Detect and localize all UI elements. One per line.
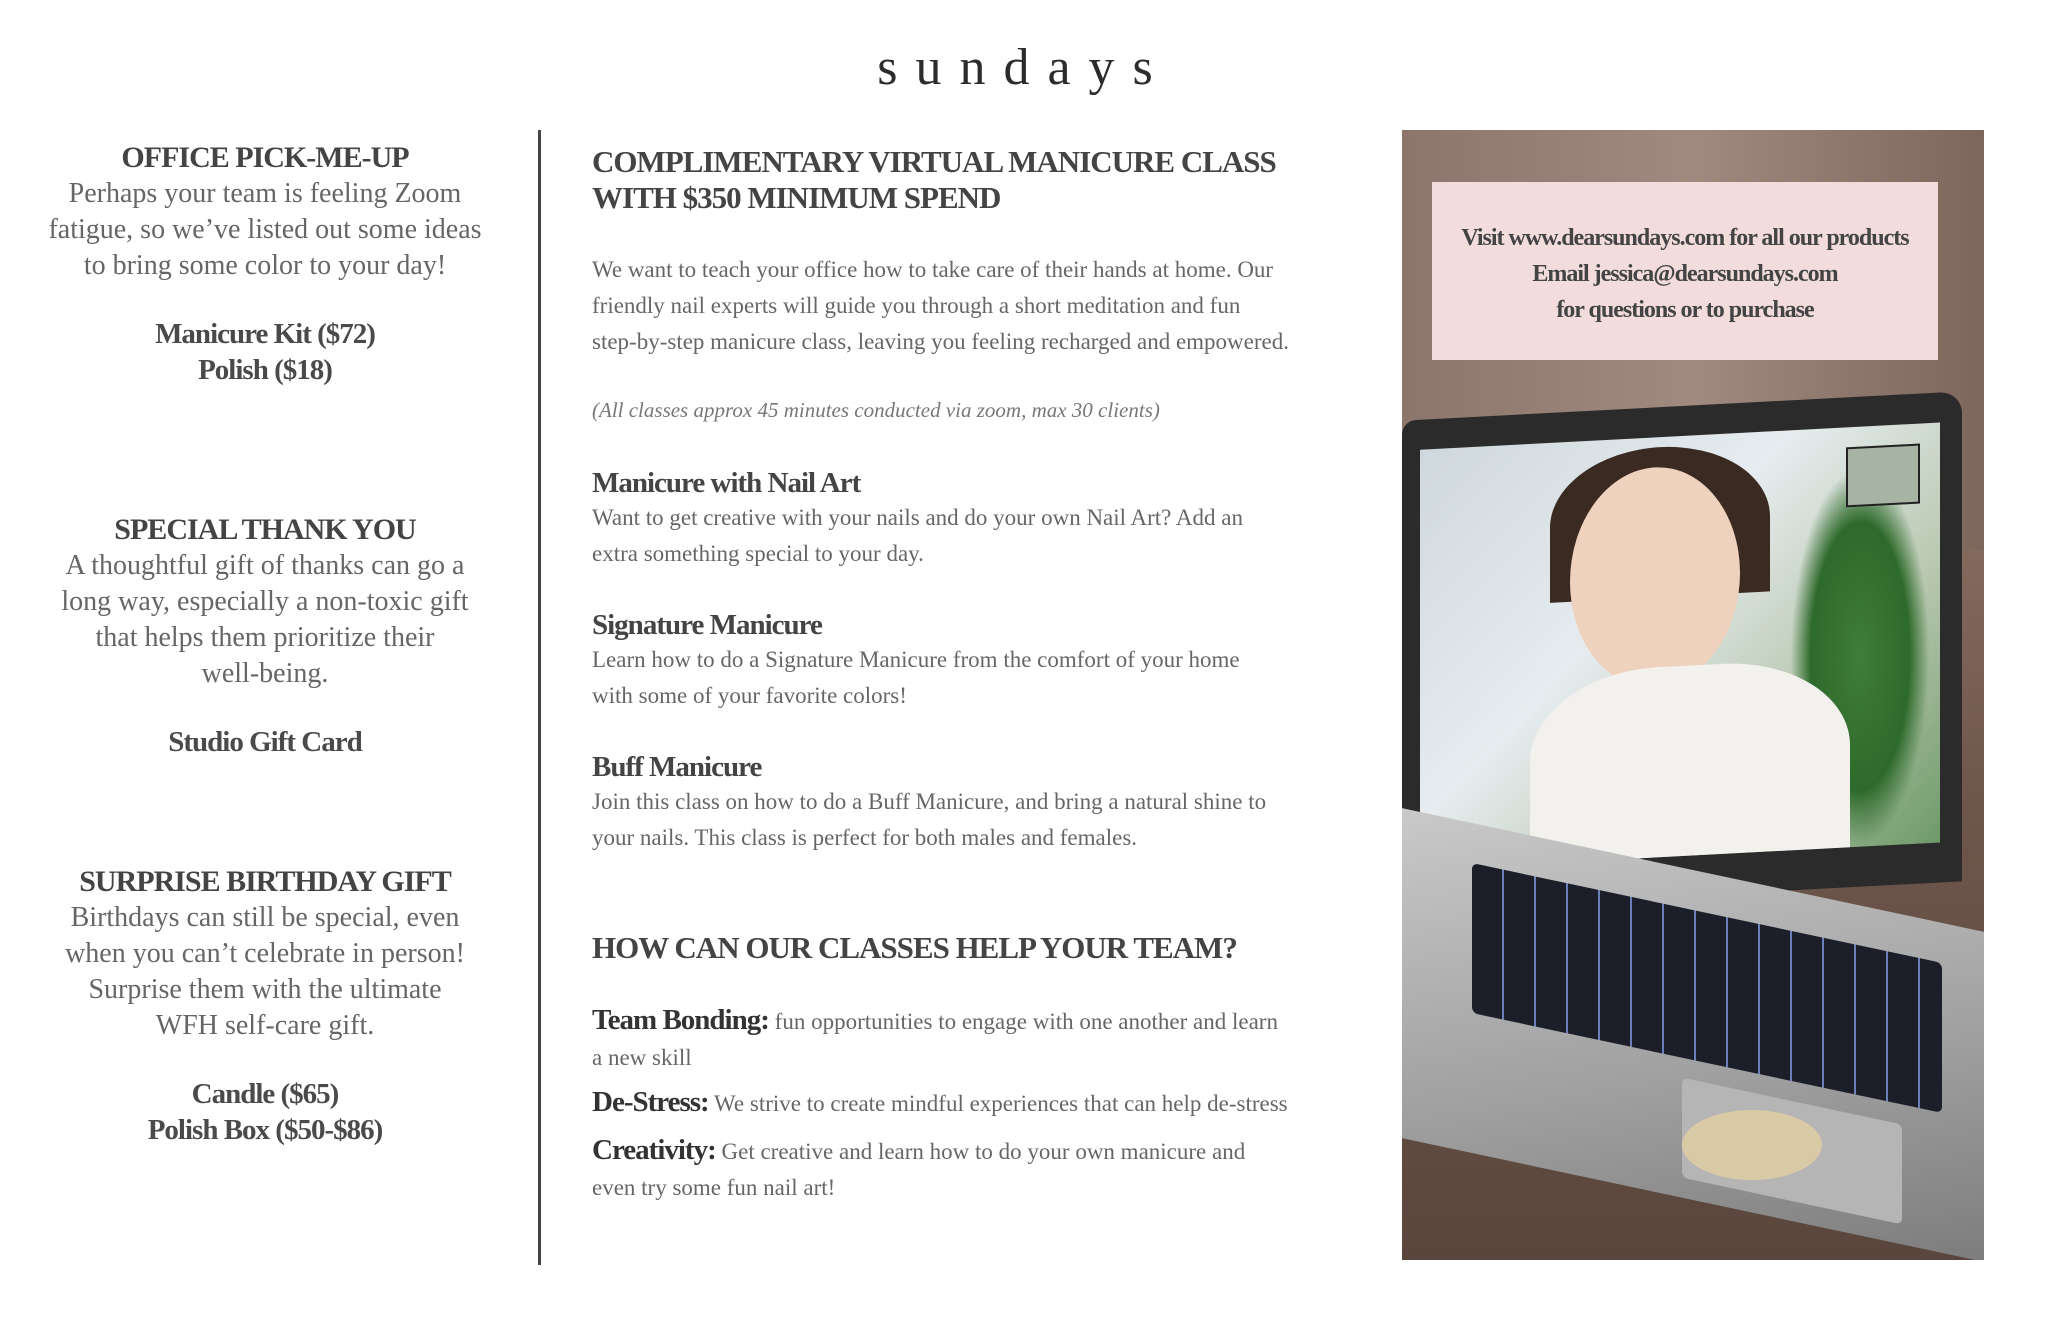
offer-title-line: COMPLIMENTARY VIRTUAL MANICURE CLASS (592, 144, 1276, 179)
intro-line: We want to teach your office how to take care of their hands at home. Our (592, 257, 1274, 282)
laptop-keyboard (1472, 863, 1942, 1113)
offer-title-line: WITH $350 MINIMUM SPEND (592, 180, 1001, 215)
section-text-line: long way, especially a non-toxic gift (61, 586, 469, 617)
section-text-line: WFH self-care gift. (155, 1010, 375, 1041)
benefit-text: fun opportunities to engage with one another and learn (768, 1009, 1278, 1034)
class-name: Signature Manicure (592, 609, 822, 641)
class-desc-line: Join this class on how to do a Buff Manicure, and bring a natural shine to (592, 789, 1267, 814)
contact-info-box (1432, 182, 1938, 360)
class-offer-title (592, 144, 1332, 216)
benefit-team-bonding (592, 1002, 1332, 1076)
benefit-de-stress (592, 1084, 1332, 1122)
section-text-line: Surprise them with the ultimate (88, 974, 442, 1005)
section-heading: OFFICE PICK-ME-UP (121, 141, 409, 174)
benefit-label: Creativity: (592, 1134, 716, 1166)
email-line: Email jessica@dearsundays.com (1532, 261, 1838, 287)
intro-line: step-by-step manicure class, leaving you feeling recharged and empowered. (592, 329, 1289, 354)
section-text-line: Birthdays can still be special, even (70, 902, 460, 933)
video-call-screen (1420, 422, 1940, 869)
class-desc-line: Learn how to do a Signature Manicure from the comfort of your home (592, 647, 1240, 672)
section-text-line: to bring some color to your day! (83, 250, 447, 281)
class-desc-line: your nails. This class is perfect for both males and females. (592, 825, 1138, 850)
section-heading: SURPRISE BIRTHDAY GIFT (79, 865, 451, 898)
product-item: Manicure Kit ($72) (155, 318, 375, 350)
class-desc-line: extra something special to your day. (592, 541, 924, 566)
class-nail-art (592, 466, 1332, 572)
section-text-line: fatigue, so we’ve listed out some ideas (48, 214, 482, 245)
benefit-text: a new skill (592, 1045, 692, 1070)
laptop-zoom-photo (1402, 130, 1984, 1260)
person-shirt (1530, 657, 1850, 870)
benefit-creativity (592, 1132, 1332, 1206)
section-text-line: when you can’t celebrate in person! (65, 938, 465, 969)
self-view-thumbnail (1846, 444, 1920, 508)
intro-line: friendly nail experts will guide you through a short meditation and fun (592, 293, 1241, 318)
section-text-line: A thoughtful gift of thanks can go a (65, 550, 465, 581)
section-text-line: well-being. (201, 658, 329, 689)
product-item: Polish Box ($50-$86) (147, 1114, 383, 1146)
product-item: Polish ($18) (198, 354, 332, 386)
column-divider (538, 130, 541, 1265)
brand-logo: sundays (877, 39, 1171, 96)
class-signature (592, 608, 1332, 714)
jar-lid (1682, 1110, 1822, 1180)
class-desc-line: with some of your favorite colors! (592, 683, 907, 708)
benefit-text: even try some fun nail art! (592, 1175, 836, 1200)
section-text-line: Perhaps your team is feeling Zoom (68, 178, 462, 209)
class-name: Buff Manicure (592, 751, 762, 783)
section-text-line: that helps them prioritize their (95, 622, 435, 653)
class-note: (All classes approx 45 minutes conducted via zoom, max 30 clients) (592, 398, 1160, 422)
product-item: Candle ($65) (191, 1078, 339, 1110)
class-buff (592, 750, 1332, 856)
class-name: Manicure with Nail Art (592, 467, 861, 499)
benefit-label: Team Bonding: (592, 1004, 769, 1036)
section-special-thank-you (40, 512, 490, 760)
section-surprise-birthday-gift (40, 864, 490, 1148)
offer-intro (592, 252, 1332, 360)
class-desc-line: Want to get creative with your nails and do your own Nail Art? Add an (592, 505, 1243, 530)
benefit-label: De-Stress: (592, 1086, 709, 1118)
benefit-text: We strive to create mindful experiences that can help de-stress (708, 1091, 1288, 1116)
section-office-pick-me-up (40, 140, 490, 388)
section-heading: SPECIAL THANK YOU (114, 513, 416, 546)
purchase-line: for questions or to purchase (1556, 297, 1814, 323)
help-heading: HOW CAN OUR CLASSES HELP YOUR TEAM? (592, 930, 1237, 965)
website-line: Visit www.dearsundays.com for all our products (1461, 225, 1909, 251)
product-item: Studio Gift Card (168, 726, 362, 758)
benefit-text: Get creative and learn how to do your own manicure and (715, 1139, 1246, 1164)
